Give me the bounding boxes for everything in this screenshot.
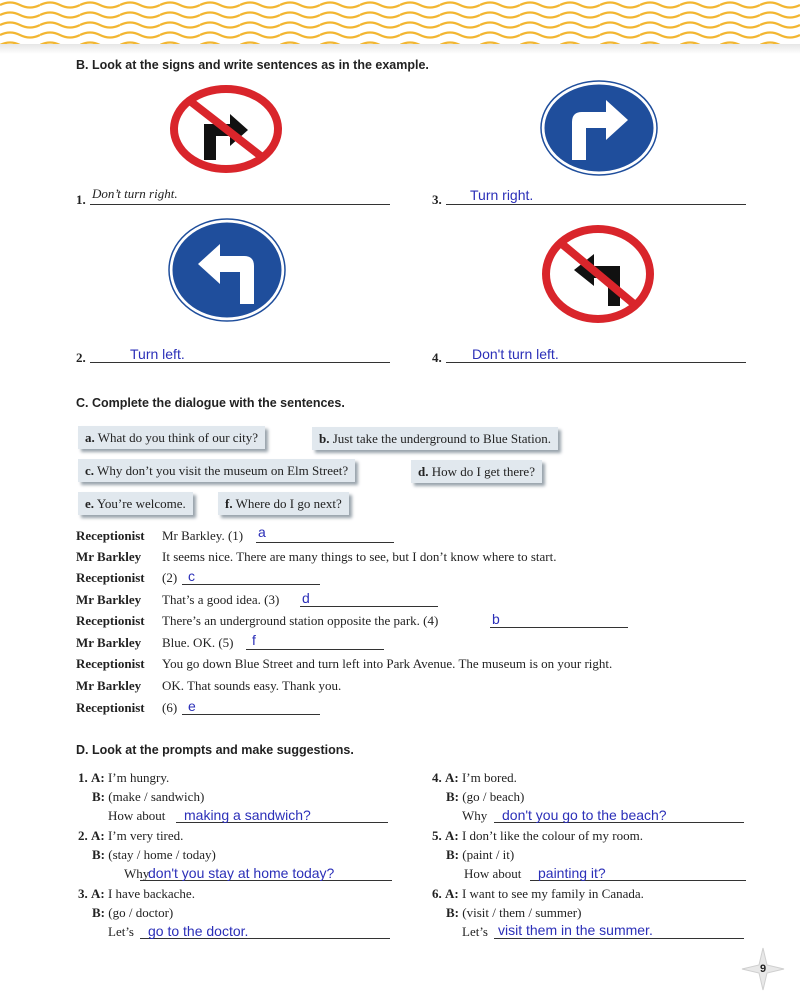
dialogue-row-2 bbox=[76, 549, 556, 567]
dialogue-text: There’s an underground station opposite the park. (4) bbox=[162, 613, 439, 628]
d-prompt-b: (go / doctor) bbox=[108, 905, 174, 920]
dialogue-text: Mr Barkley. (1) bbox=[162, 528, 244, 543]
dialogue-row-4 bbox=[76, 592, 279, 610]
d-prompt-b: (stay / home / today) bbox=[108, 847, 216, 862]
dialogue-row-7 bbox=[76, 656, 612, 674]
dialogue-speaker: Mr Barkley bbox=[76, 678, 142, 693]
dialogue-speaker: Mr Barkley bbox=[76, 635, 142, 650]
option-a bbox=[78, 426, 265, 449]
dialogue-blank-1 bbox=[256, 542, 394, 543]
label-a: A: bbox=[91, 770, 105, 785]
d-item-1-a bbox=[78, 770, 169, 786]
dialogue-speaker: Receptionist bbox=[76, 570, 145, 585]
label-a: A: bbox=[445, 828, 459, 843]
dialogue-speaker: Receptionist bbox=[76, 656, 145, 671]
label-b: B: bbox=[446, 847, 459, 862]
d-item-5-a bbox=[432, 828, 643, 844]
b-item-1-number: 1. bbox=[76, 192, 86, 207]
d-prompt-a: I don’t like the colour of my room. bbox=[461, 828, 643, 843]
dialogue-answer-6: e bbox=[188, 698, 196, 714]
d-item-3-a bbox=[78, 886, 195, 902]
no-right-turn-sign-icon bbox=[168, 84, 284, 174]
d-prompt-b: (paint / it) bbox=[462, 847, 515, 862]
option-a-letter: a. bbox=[85, 430, 95, 445]
d-item-2-lead: Why bbox=[124, 866, 150, 881]
d-item-3-lead: Let’s bbox=[108, 924, 134, 939]
option-b bbox=[312, 427, 558, 450]
dialogue-blank-4 bbox=[490, 627, 628, 628]
dialogue-answer-4: b bbox=[492, 611, 500, 627]
d-item-2-b bbox=[92, 847, 216, 863]
no-left-turn-sign-icon bbox=[540, 224, 656, 324]
d-prompt-a: I have backache. bbox=[107, 886, 195, 901]
dialogue-text: That’s a good idea. (3) bbox=[162, 592, 280, 607]
option-d-text: How do I get there? bbox=[431, 464, 535, 479]
label-b: B: bbox=[446, 905, 459, 920]
b-item-3-number: 3. bbox=[432, 192, 442, 207]
option-d bbox=[411, 460, 542, 483]
dialogue-answer-2: c bbox=[188, 568, 195, 584]
dialogue-text: It seems nice. There are many things to see, but I don’t know where to start. bbox=[162, 549, 557, 564]
option-e-text: You’re welcome. bbox=[96, 496, 186, 511]
d-prompt-a: I want to see my family in Canada. bbox=[461, 886, 644, 901]
option-f-text: Where do I go next? bbox=[235, 496, 342, 511]
dialogue-answer-5: f bbox=[252, 632, 256, 648]
d-prompt-b: (visit / them / summer) bbox=[462, 905, 582, 920]
d-prompt-b: (go / beach) bbox=[462, 789, 525, 804]
dialogue-row-9 bbox=[76, 700, 177, 718]
d-item-number: 3. bbox=[78, 886, 88, 901]
d-item-4-a bbox=[432, 770, 517, 786]
b-item-2-answer: Turn left. bbox=[130, 346, 185, 362]
dialogue-text: (2) bbox=[162, 570, 178, 585]
turn-right-sign-icon bbox=[540, 80, 658, 176]
label-a: A: bbox=[91, 828, 105, 843]
d-prompt-a: I’m very tired. bbox=[107, 828, 184, 843]
dialogue-row-1 bbox=[76, 528, 243, 546]
dialogue-row-8 bbox=[76, 678, 341, 696]
section-c-heading: C. Complete the dialogue with the sentences. bbox=[76, 396, 345, 410]
label-b: B: bbox=[446, 789, 459, 804]
dialogue-blank-6 bbox=[182, 714, 320, 715]
option-b-letter: b. bbox=[319, 431, 330, 446]
label-a: A: bbox=[91, 886, 105, 901]
d-item-2-a bbox=[78, 828, 183, 844]
d-item-6-line bbox=[494, 938, 744, 939]
dialogue-row-5 bbox=[76, 613, 438, 631]
d-item-6-a bbox=[432, 886, 644, 902]
label-b: B: bbox=[92, 789, 105, 804]
dialogue-blank-5 bbox=[246, 649, 384, 650]
section-b-heading: B. Look at the signs and write sentences as in the example. bbox=[76, 58, 429, 72]
page-number: 9 bbox=[759, 963, 767, 975]
d-item-3-b bbox=[92, 905, 173, 921]
d-item-6-b bbox=[446, 905, 581, 921]
option-c-letter: c. bbox=[85, 463, 95, 478]
b-item-4-line bbox=[446, 362, 746, 363]
d-item-number: 6. bbox=[432, 886, 442, 901]
label-b: B: bbox=[92, 847, 105, 862]
d-item-4-lead: Why bbox=[462, 808, 488, 823]
dialogue-text: Blue. OK. (5) bbox=[162, 635, 234, 650]
b-item-2-number: 2. bbox=[76, 350, 86, 365]
b-item-1-line bbox=[90, 204, 390, 205]
b-item-4-number: 4. bbox=[432, 350, 442, 365]
b-item-2-line bbox=[90, 362, 390, 363]
dialogue-speaker: Receptionist bbox=[76, 700, 145, 715]
dialogue-speaker: Mr Barkley bbox=[76, 592, 142, 607]
d-item-4-b bbox=[446, 789, 524, 805]
d-item-6-lead: Let’s bbox=[462, 924, 488, 939]
b-item-3-line bbox=[446, 204, 746, 205]
option-e-letter: e. bbox=[85, 496, 95, 511]
d-item-5-b bbox=[446, 847, 514, 863]
dialogue-blank-2 bbox=[182, 584, 320, 585]
d-item-1-b bbox=[92, 789, 204, 805]
b-item-3-answer: Turn right. bbox=[470, 187, 534, 203]
b-item-4-answer: Don't turn left. bbox=[472, 346, 559, 362]
section-d-heading: D. Look at the prompts and make suggestions. bbox=[76, 743, 354, 757]
option-a-text: What do you think of our city? bbox=[97, 430, 259, 445]
b-item-1-answer: Don’t turn right. bbox=[92, 186, 178, 201]
label-a: A: bbox=[445, 770, 459, 785]
header-shadow bbox=[0, 44, 800, 54]
option-f bbox=[218, 492, 349, 515]
d-item-2-answer: don't you stay at home today? bbox=[148, 865, 335, 881]
d-item-1-lead: How about bbox=[108, 808, 166, 823]
dialogue-text: You go down Blue Street and turn left into Park Avenue. The museum is on your right. bbox=[162, 656, 613, 671]
d-prompt-a: I’m bored. bbox=[461, 770, 517, 785]
option-d-letter: d. bbox=[418, 464, 429, 479]
d-item-1-answer: making a sandwich? bbox=[184, 807, 311, 823]
d-prompt-b: (make / sandwich) bbox=[108, 789, 205, 804]
option-b-text: Just take the underground to Blue Station. bbox=[332, 431, 551, 446]
d-item-6-answer: visit them in the summer. bbox=[498, 922, 653, 938]
d-item-5-answer: painting it? bbox=[538, 865, 606, 881]
d-item-number: 2. bbox=[78, 828, 88, 843]
d-item-number: 4. bbox=[432, 770, 442, 785]
dialogue-row-6 bbox=[76, 635, 234, 653]
dialogue-text: (6) bbox=[162, 700, 178, 715]
dialogue-blank-3 bbox=[300, 606, 438, 607]
option-f-letter: f. bbox=[225, 496, 233, 511]
option-e bbox=[78, 492, 193, 515]
d-item-number: 1. bbox=[78, 770, 88, 785]
dialogue-text: OK. That sounds easy. Thank you. bbox=[162, 678, 342, 693]
d-item-4-answer: don't you go to the beach? bbox=[502, 807, 667, 823]
d-prompt-a: I’m hungry. bbox=[107, 770, 170, 785]
option-c-text: Why don’t you visit the museum on Elm Street? bbox=[97, 463, 349, 478]
dialogue-answer-1: a bbox=[258, 524, 266, 540]
dialogue-speaker: Receptionist bbox=[76, 528, 145, 543]
label-a: A: bbox=[445, 886, 459, 901]
option-c bbox=[78, 459, 355, 482]
dialogue-row-3 bbox=[76, 570, 177, 588]
dialogue-speaker: Receptionist bbox=[76, 613, 145, 628]
dialogue-speaker: Mr Barkley bbox=[76, 549, 142, 564]
d-item-5-lead: How about bbox=[464, 866, 522, 881]
label-b: B: bbox=[92, 905, 105, 920]
turn-left-sign-icon bbox=[168, 218, 286, 322]
d-item-number: 5. bbox=[432, 828, 442, 843]
d-item-3-answer: go to the doctor. bbox=[148, 923, 249, 939]
dialogue-answer-3: d bbox=[302, 590, 310, 606]
